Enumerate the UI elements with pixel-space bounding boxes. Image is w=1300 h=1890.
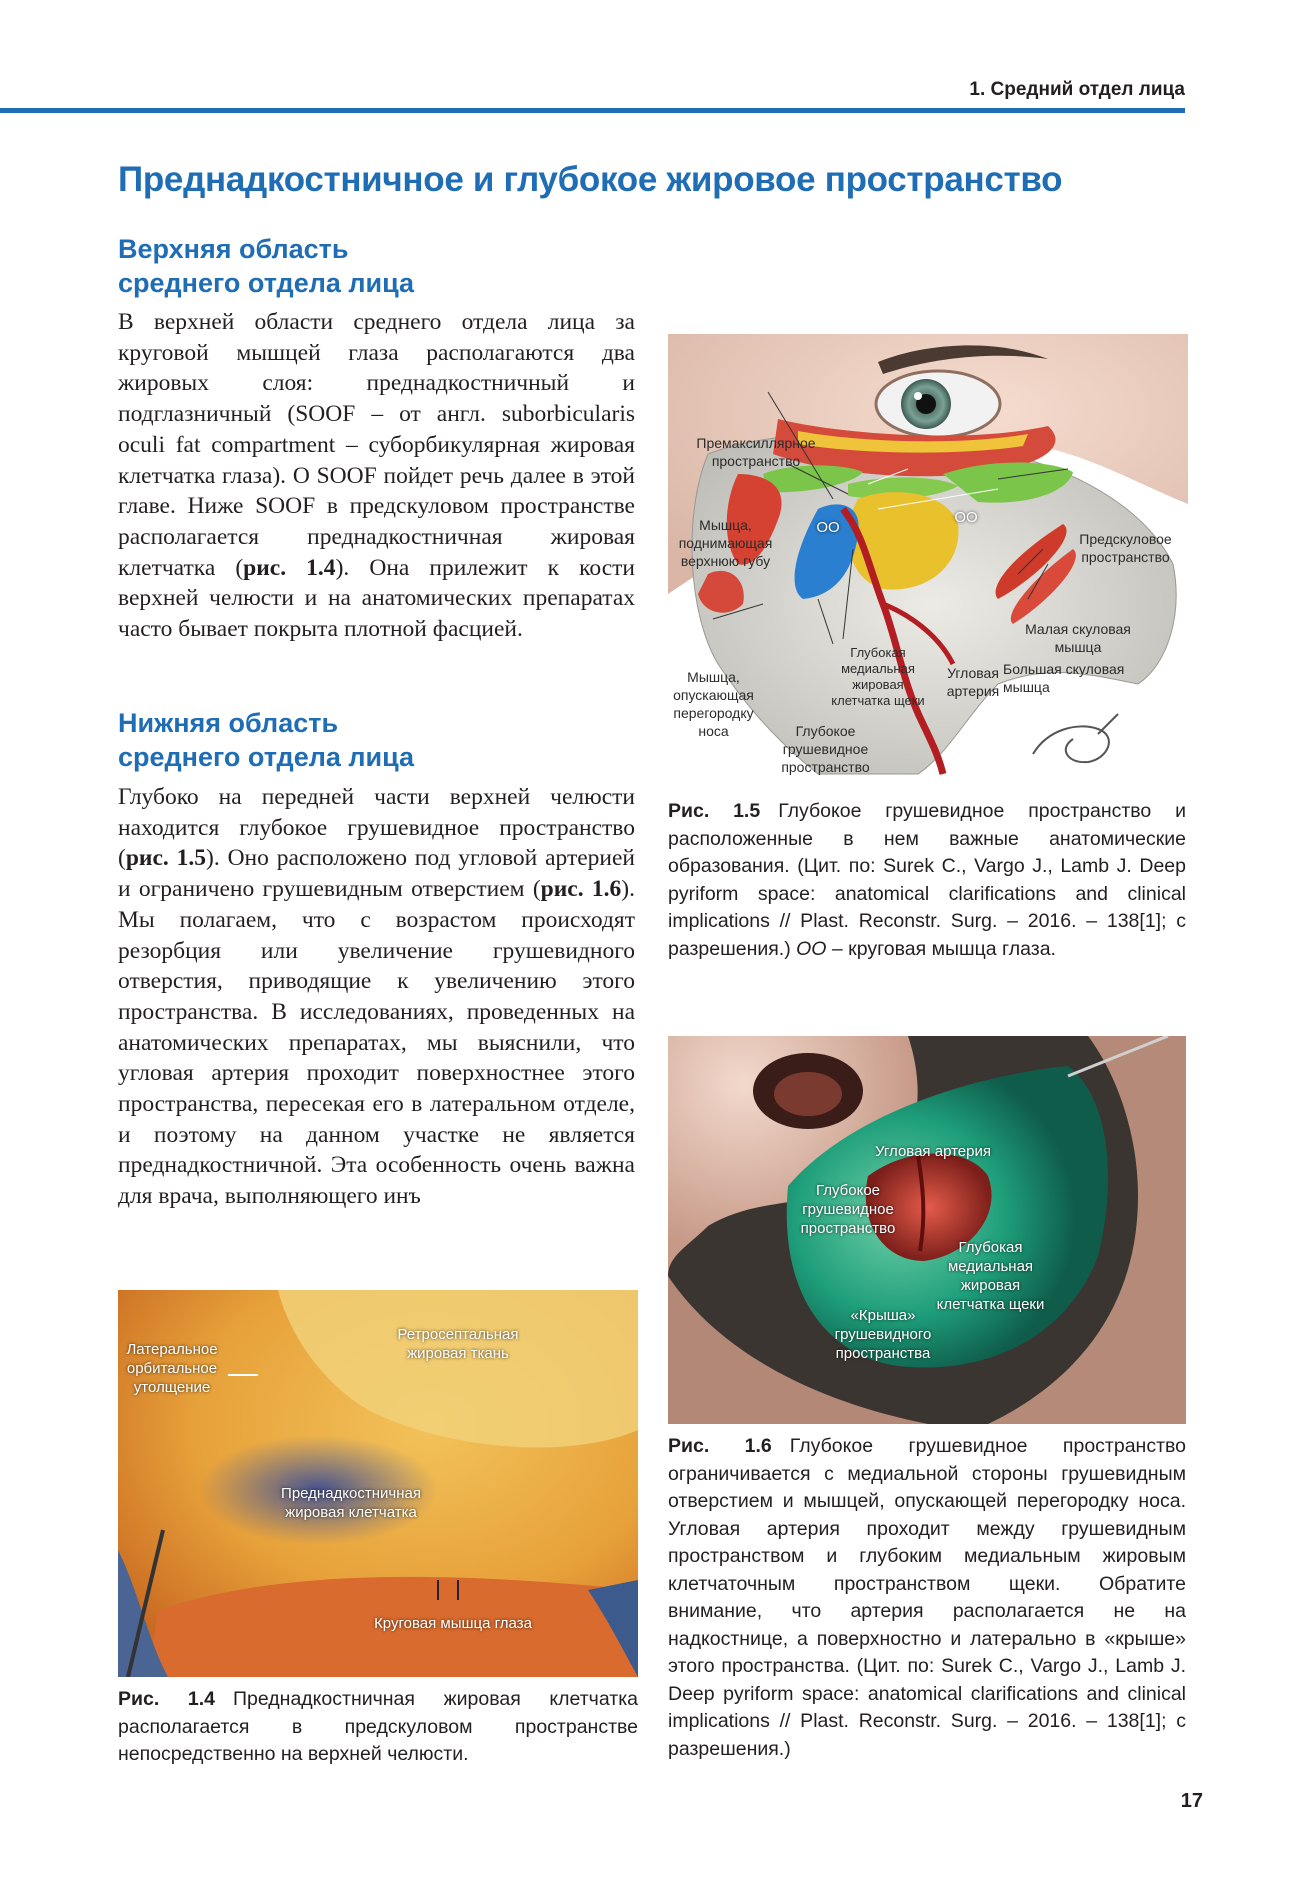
label-deep-pyriform-space: Глубокое грушевидное пространство bbox=[781, 723, 870, 775]
label-levator-muscle: Мышца, поднимающая верхнюю губу bbox=[678, 517, 773, 569]
nostril-inner bbox=[774, 1072, 842, 1116]
label-retroseptal-fat: Ретросептальная жировая ткань bbox=[397, 1326, 519, 1362]
caption-text: Глубокое грушевидное пространство и расположенные в нем важные анатомические образования. (Цит. по: Surek C., Vargo J., Lamb J. Deep pyriform space: anatomical clarifications and clinical implications // Plast. Reconstr. Surg. – 2016. – 138[1]; с разрешения.) bbox=[668, 800, 1186, 960]
subsection-heading-line: среднего отдела лица bbox=[118, 268, 415, 298]
figure-1-5-illustration bbox=[668, 334, 1188, 784]
caption-text: Преднадкостничная жировая клетчатка располагается в предскуловом пространстве непосредственно на верхней челюсти. bbox=[118, 1688, 638, 1765]
subsection-heading-line: среднего отдела лица bbox=[118, 742, 415, 772]
caption-abbreviation: ОО bbox=[796, 937, 827, 960]
label-oo-left: ОО bbox=[816, 519, 840, 536]
figure-1-4-caption bbox=[118, 1686, 638, 1769]
paragraph-lower-midface bbox=[118, 782, 635, 1212]
caption-text: Глубокое грушевидное пространство ограничивается с медиальной стороны грушевидным отверстием и мышцей, опускающей перегородку носа. Угловая артерия проходит между грушевидным пространством и глубоким медиальным жировым клетчаточным пространством щеки. Обратите внимание, что артерия располагается не на надкостнице, а поверхностно и латерально в «крыше» этого пространства. (Цит. по: Surek C., Vargo J., Lamb J. Deep pyriform space: anatomical clarifications and clinical implications // Plast. Reconstr. Surg. – 2016. – 138[1]; с разрешения.) bbox=[668, 1435, 1186, 1760]
figure-1-6-caption bbox=[668, 1433, 1186, 1763]
subsection-heading-lower bbox=[118, 706, 638, 774]
header-rule bbox=[0, 108, 1185, 113]
figure-1-6-photo bbox=[668, 1036, 1186, 1424]
subsection-heading-upper bbox=[118, 232, 638, 300]
label-prezygomatic-space: Предскуловое пространство bbox=[1079, 531, 1172, 565]
label-roof-pyriform: «Крыша» грушевидного пространства bbox=[834, 1307, 932, 1362]
running-header: 1. Средний отдел лица bbox=[969, 79, 1185, 100]
caption-number: Рис. 1.4 bbox=[118, 1688, 216, 1710]
dissection-photo-1-6 bbox=[668, 1036, 1186, 1424]
figure-reference: рис. 1.4 bbox=[243, 554, 336, 581]
eye-highlight bbox=[914, 392, 922, 400]
paragraph-text: Глубоко на передней части верхней челюсти находится глубокое грушевидное пространство ( bbox=[118, 784, 635, 872]
label-lateral-orbital-thickening: Латеральное орбитальное утолщение bbox=[126, 1341, 218, 1396]
subsection-heading-line: Нижняя область bbox=[118, 708, 339, 738]
figure-reference: рис. 1.5 bbox=[125, 845, 206, 872]
paragraph-text: ). Оно расположено под угловой артерией и ограничено грушевидным отверстием ( bbox=[118, 845, 635, 903]
page-number: 17 bbox=[1180, 1790, 1203, 1812]
label-orbicularis-oculi: Круговая мышца глаза bbox=[374, 1615, 532, 1632]
label-premaxillary-space: Премаксиллярное пространство bbox=[696, 435, 816, 469]
label-deep-pyriform-photo: Глубокое грушевидное пространство bbox=[800, 1182, 896, 1237]
paragraph-upper-midface bbox=[118, 307, 635, 645]
figure-1-5-caption bbox=[668, 798, 1186, 963]
label-deep-medial-photo: Глубокая медиальная жировая клетчатка щеки bbox=[936, 1239, 1045, 1313]
label-angular-artery: Угловая артерия bbox=[946, 665, 1000, 699]
subsection-heading-line: Верхняя область bbox=[118, 234, 349, 264]
caption-number: Рис. 1.5 bbox=[668, 800, 761, 822]
figure-1-4-photo bbox=[118, 1290, 638, 1677]
paragraph-text: ). Мы полагаем, что с возрастом происходят резорбция или увеличение грушевидного отверстия, приводящие к увеличению этого пространства. В исследованиях, проведенных на анатомических препаратах, мы выяснили, что угловая артерия проходит поверхностнее этого пространства, пересекая его в латеральном отделе, и поэтому на данном участке не является преднадкостничной. Эта особенность очень важна для врача, выполняющего инъ bbox=[118, 876, 635, 1210]
label-angular-artery-photo: Угловая артерия bbox=[875, 1143, 991, 1160]
caption-number: Рис. 1.6 bbox=[668, 1435, 772, 1457]
label-preperiosteal-fat: Преднадкостничная жировая клетчатка bbox=[281, 1485, 421, 1521]
figure-reference: рис. 1.6 bbox=[540, 876, 622, 903]
label-zygomatic-major: Большая скуловая мышца bbox=[1003, 661, 1125, 695]
artist-signature bbox=[1033, 714, 1118, 762]
label-oo-right: ОО bbox=[954, 509, 978, 526]
label-zygomatic-minor: Малая скуловая мышца bbox=[1025, 621, 1131, 655]
section-title: Преднадкостничное и глубокое жировое пространство bbox=[118, 160, 1063, 199]
caption-text: – круговая мышца глаза. bbox=[826, 937, 1056, 960]
paragraph-text: В верхней области среднего отдела лица за круговой мышцей глаза располагаются два жировых слоя: преднадкостничный и подглазничный (SOOF – от англ. suborbicularis oculi fat compartment – суборбикулярная жировая клетчатка глаза). О SOOF пойдет речь далее в этой главе. Ниже SOOF в предскуловом пространстве располагается преднадкостничная жировая клетчатка ( bbox=[118, 309, 635, 581]
label-deep-medial-fat: Глубокая медиальная жировая клетчатка щеки bbox=[831, 645, 925, 708]
paragraph-text: ). Она прилежит к кости верхней челюсти и на анатомических препаратах часто бывает покрыта плотной фасцией. bbox=[118, 554, 636, 643]
label-depressor-septi: Мышца, опускающая перегородку носа bbox=[673, 669, 754, 739]
